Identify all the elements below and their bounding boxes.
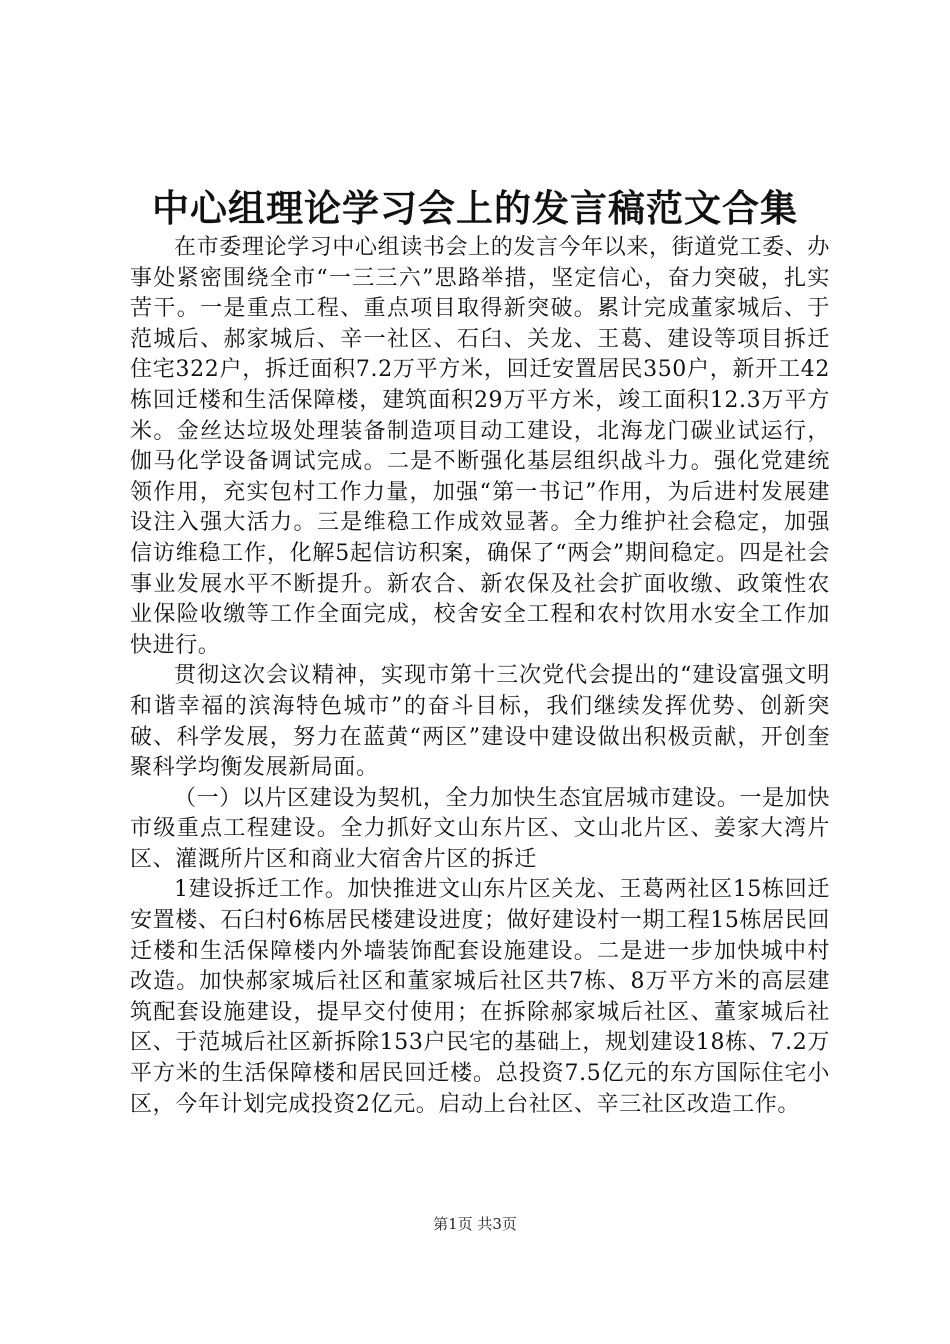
paragraph-4: 1建设拆迁工作。加快推进文山东片区关龙、王葛两社区15栋回迁安置楼、石臼村6栋居民楼建设进度；做好建设村一期工程15栋居民回迁楼和生活保障楼内外墙装饰配套设施建设。二是进一步加快城中村改造。加快郝家城后社区和董家城后社区共7栋、8万平方米的高层建筑配套设施建设，提早交付使用；在拆除郝家城后社区、董家城后社区、于范城后社区新拆除153户民宅的基础上，规划建设18栋、7.2万平方米的生活保障楼和居民回迁楼。总投资7.5亿元的东方国际住宅小区，今年计划完成投资2亿元。启动上台社区、辛三社区改造工作。 [130, 877, 830, 1117]
paragraph-2: 贯彻这次会议精神，实现市第十三次党代会提出的“建设富强文明和谐幸福的滨海特色城市”的奋斗目标，我们继续发挥优势、创新突破、科学发展，努力在蓝黄“两区”建设中建设做出积极贡献，开创奎聚科学均衡发展新局面。 [130, 663, 830, 781]
paragraph-3: （一）以片区建设为契机，全力加快生态宜居城市建设。一是加快市级重点工程建设。全力抓好文山东片区、文山北片区、姜家大湾片区、灌溉所片区和商业大宿舍片区的拆迁 [130, 785, 830, 872]
document-title: 中心组理论学习会上的发言稿范文合集 [152, 187, 798, 230]
document-body [130, 233, 830, 1120]
paragraph-1: 在市委理论学习中心组读书会上的发言今年以来，街道党工委、办事处紧密围绕全市“一三三六”思路举措，坚定信心，奋力突破，扎实苦干。一是重点工程、重点项目取得新突破。累计完成董家城后、于范城后、郝家城后、辛一社区、石臼、关龙、王葛、建设等项目拆迁住宅322户，拆迁面积7.2万平方米，回迁安置居民350户，新开工42栋回迁楼和生活保障楼，建筑面积29万平方米，竣工面积12.3万平方米。金丝达垃圾处理装备制造项目动工建设，北海龙门碳业试运行，伽马化学设备调试完成。二是不断强化基层组织战斗力。强化党建统领作用，充实包村工作力量，加强“第一书记”作用，为后进村发展建设注入强大活力。三是维稳工作成效显著。全力维护社会稳定，加强信访维稳工作，化解5起信访积案，确保了“两会”期间稳定。四是社会事业发展水平不断提升。新农合、新农保及社会扩面收缴、政策性农业保险收缴等工作全面完成，校舍安全工程和农村饮用水安全工作加快进行。 [130, 235, 830, 658]
page-footer: 第1页 共3页 [433, 1215, 517, 1233]
